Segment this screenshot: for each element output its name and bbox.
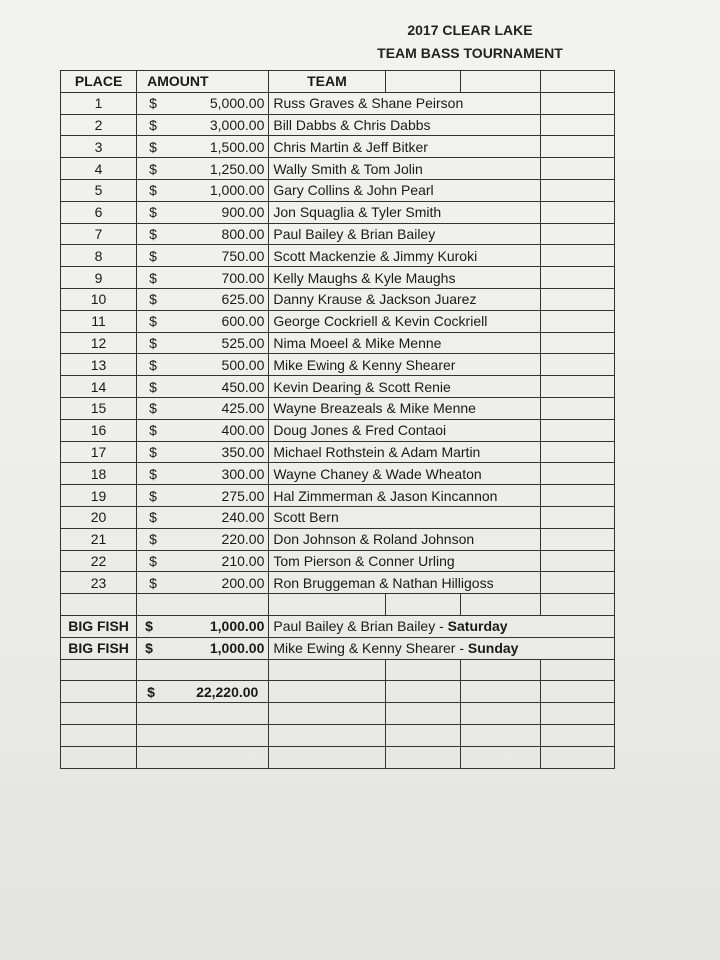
place-cell: 5 xyxy=(61,179,137,201)
blank-cell xyxy=(460,703,540,725)
table-row xyxy=(61,397,615,419)
currency-sign: $ xyxy=(149,465,157,482)
amount-wrap xyxy=(137,355,268,375)
amount-value: 1,000.00 xyxy=(209,640,265,657)
team-cell: Ron Bruggeman & Nathan Hilligoss xyxy=(269,572,540,594)
team-cell: Wayne Chaney & Wade Wheaton xyxy=(269,463,540,485)
amount-wrap xyxy=(137,486,268,506)
blank-cell xyxy=(137,746,269,768)
currency-sign: $ xyxy=(149,313,157,330)
team-cell: Hal Zimmerman & Jason Kincannon xyxy=(269,485,540,507)
amount-cell xyxy=(137,332,269,354)
place-cell: 14 xyxy=(61,376,137,398)
amount-wrap xyxy=(137,551,268,571)
currency-sign: $ xyxy=(149,247,157,264)
table-row xyxy=(61,179,615,201)
blank-cell xyxy=(540,528,614,550)
team-cell: George Cockriell & Kevin Cockriell xyxy=(269,310,540,332)
blank-cell xyxy=(269,724,385,746)
blank-cell xyxy=(269,659,385,681)
currency-sign: $ xyxy=(149,400,157,417)
place-cell: 12 xyxy=(61,332,137,354)
place-cell: 9 xyxy=(61,267,137,289)
table-row xyxy=(61,441,615,463)
table-row xyxy=(61,572,615,594)
blank-cell xyxy=(460,724,540,746)
blank-cell xyxy=(137,703,269,725)
amount-value: 1,000.00 xyxy=(209,618,265,635)
blank-cell xyxy=(540,288,614,310)
amount-cell xyxy=(137,506,269,528)
amount-value: 500.00 xyxy=(221,356,265,373)
amount-wrap xyxy=(137,507,268,527)
table-row xyxy=(61,245,615,267)
blank-cell xyxy=(540,310,614,332)
amount-cell xyxy=(137,310,269,332)
blank-row xyxy=(61,659,615,681)
blank-header-1 xyxy=(385,71,460,93)
place-cell: 13 xyxy=(61,354,137,376)
amount-value: 1,000.00 xyxy=(209,182,265,199)
blank-cell xyxy=(61,594,137,616)
team-cell: Scott Mackenzie & Jimmy Kuroki xyxy=(269,245,540,267)
currency-sign: $ xyxy=(149,95,157,112)
amount-wrap xyxy=(137,115,268,135)
place-cell: 8 xyxy=(61,245,137,267)
amount-value: 275.00 xyxy=(221,487,265,504)
team-cell: Tom Pierson & Conner Urling xyxy=(269,550,540,572)
blank-cell xyxy=(385,659,460,681)
table-row xyxy=(61,550,615,572)
blank-cell xyxy=(385,724,460,746)
table-row xyxy=(61,354,615,376)
title-line-1: 2017 CLEAR LAKE xyxy=(407,22,533,38)
place-cell: 19 xyxy=(61,485,137,507)
amount-wrap xyxy=(137,529,268,549)
payout-table xyxy=(60,70,615,769)
currency-sign: $ xyxy=(149,291,157,308)
amount-wrap xyxy=(137,333,268,353)
amount-wrap xyxy=(137,159,268,179)
currency-sign: $ xyxy=(149,487,157,504)
amount-cell xyxy=(137,376,269,398)
blank-cell xyxy=(385,703,460,725)
amount-cell xyxy=(137,485,269,507)
place-cell: 3 xyxy=(61,136,137,158)
currency-sign: $ xyxy=(149,116,157,133)
amount-header: AMOUNT xyxy=(137,71,269,93)
blank-cell xyxy=(540,376,614,398)
place-cell: 15 xyxy=(61,397,137,419)
currency-sign: $ xyxy=(149,509,157,526)
amount-value: 700.00 xyxy=(221,269,265,286)
big-fish-team: Mike Ewing & Kenny Shearer - xyxy=(273,640,468,657)
blank-cell xyxy=(269,681,385,703)
team-cell: Danny Krause & Jackson Juarez xyxy=(269,288,540,310)
blank-row xyxy=(61,746,615,768)
currency-sign: $ xyxy=(149,378,157,395)
blank-cell xyxy=(540,114,614,136)
team-cell: Michael Rothstein & Adam Martin xyxy=(269,441,540,463)
currency-sign: $ xyxy=(149,574,157,591)
amount-value: 400.00 xyxy=(221,422,265,439)
team-cell: Russ Graves & Shane Peirson xyxy=(269,92,540,114)
total-amount: 22,220.00 xyxy=(196,683,259,700)
amount-wrap xyxy=(137,573,268,593)
team-cell: Chris Martin & Jeff Bitker xyxy=(269,136,540,158)
amount-cell xyxy=(137,550,269,572)
amount-value: 425.00 xyxy=(221,400,265,417)
amount-value: 900.00 xyxy=(221,204,265,221)
table-row xyxy=(61,201,615,223)
amount-cell xyxy=(137,179,269,201)
big-fish-label: BIG FISH xyxy=(61,637,137,659)
amount-wrap xyxy=(137,311,268,331)
big-fish-team-cell xyxy=(269,615,615,637)
blank-cell xyxy=(540,550,614,572)
amount-wrap xyxy=(137,137,268,157)
blank-cell xyxy=(540,332,614,354)
amount-wrap xyxy=(137,638,268,658)
blank-cell xyxy=(540,703,614,725)
currency-sign: $ xyxy=(149,552,157,569)
amount-cell xyxy=(137,114,269,136)
big-fish-row xyxy=(61,637,615,659)
amount-wrap xyxy=(137,398,268,418)
place-header: PLACE xyxy=(61,71,137,93)
table-row xyxy=(61,376,615,398)
big-fish-day: Saturday xyxy=(447,618,508,635)
table-row xyxy=(61,332,615,354)
table-row xyxy=(61,114,615,136)
blank-header-3 xyxy=(540,71,614,93)
blank-cell xyxy=(540,463,614,485)
amount-cell xyxy=(137,267,269,289)
amount-wrap xyxy=(137,464,268,484)
team-cell: Jon Squaglia & Tyler Smith xyxy=(269,201,540,223)
amount-value: 300.00 xyxy=(221,465,265,482)
big-fish-amount-cell xyxy=(137,615,269,637)
amount-cell xyxy=(137,463,269,485)
table-row xyxy=(61,463,615,485)
amount-wrap xyxy=(137,420,268,440)
blank-cell xyxy=(385,594,460,616)
amount-cell xyxy=(137,201,269,223)
place-cell: 23 xyxy=(61,572,137,594)
blank-cell xyxy=(269,594,385,616)
currency-sign: $ xyxy=(149,422,157,439)
table-row xyxy=(61,419,615,441)
table-row xyxy=(61,267,615,289)
amount-value: 240.00 xyxy=(221,509,265,526)
team-cell: Wayne Breazeals & Mike Menne xyxy=(269,397,540,419)
blank-cell xyxy=(137,659,269,681)
amount-cell xyxy=(137,397,269,419)
big-fish-team-cell xyxy=(269,637,615,659)
blank-cell xyxy=(385,746,460,768)
table-row xyxy=(61,223,615,245)
amount-cell xyxy=(137,572,269,594)
amount-value: 200.00 xyxy=(221,574,265,591)
big-fish-row xyxy=(61,615,615,637)
place-cell: 1 xyxy=(61,92,137,114)
place-cell: 6 xyxy=(61,201,137,223)
amount-wrap xyxy=(137,268,268,288)
blank-cell xyxy=(540,681,614,703)
place-cell: 7 xyxy=(61,223,137,245)
place-cell: 21 xyxy=(61,528,137,550)
blank-header-2 xyxy=(460,71,540,93)
table-row xyxy=(61,92,615,114)
place-cell: 2 xyxy=(61,114,137,136)
team-cell: Gary Collins & John Pearl xyxy=(269,179,540,201)
blank-row xyxy=(61,594,615,616)
header-row xyxy=(61,71,615,93)
team-cell: Don Johnson & Roland Johnson xyxy=(269,528,540,550)
amount-value: 220.00 xyxy=(221,531,265,548)
currency-sign: $ xyxy=(149,182,157,199)
amount-value: 450.00 xyxy=(221,378,265,395)
amount-cell xyxy=(137,223,269,245)
blank-cell xyxy=(540,746,614,768)
big-fish-day: Sunday xyxy=(467,640,519,657)
currency-sign: $ xyxy=(149,225,157,242)
blank-cell xyxy=(540,572,614,594)
blank-cell xyxy=(460,681,540,703)
amount-wrap xyxy=(137,224,268,244)
amount-wrap xyxy=(137,377,268,397)
team-cell: Kevin Dearing & Scott Renie xyxy=(269,376,540,398)
table-row xyxy=(61,288,615,310)
blank-cell xyxy=(540,354,614,376)
amount-value: 350.00 xyxy=(221,443,265,460)
place-cell: 20 xyxy=(61,506,137,528)
team-header: TEAM xyxy=(269,71,385,93)
blank-cell xyxy=(460,594,540,616)
blank-cell xyxy=(61,724,137,746)
total-amount-cell xyxy=(137,681,269,703)
blank-cell xyxy=(540,441,614,463)
blank-cell xyxy=(540,594,614,616)
blank-cell xyxy=(540,419,614,441)
currency-sign: $ xyxy=(145,618,153,635)
team-cell: Bill Dabbs & Chris Dabbs xyxy=(269,114,540,136)
amount-wrap xyxy=(137,246,268,266)
blank-cell xyxy=(269,746,385,768)
place-cell: 11 xyxy=(61,310,137,332)
amount-value: 210.00 xyxy=(221,552,265,569)
blank-cell xyxy=(137,724,269,746)
blank-cell xyxy=(540,92,614,114)
amount-wrap xyxy=(137,93,268,113)
blank-row xyxy=(61,703,615,725)
title-line-2: TEAM BASS TOURNAMENT xyxy=(377,45,563,61)
blank-cell xyxy=(540,485,614,507)
currency-sign: $ xyxy=(149,160,157,177)
blank-row xyxy=(61,724,615,746)
big-fish-label: BIG FISH xyxy=(61,615,137,637)
team-cell: Paul Bailey & Brian Bailey xyxy=(269,223,540,245)
blank-cell xyxy=(540,724,614,746)
amount-cell xyxy=(137,419,269,441)
place-cell: 16 xyxy=(61,419,137,441)
blank-cell xyxy=(540,267,614,289)
currency-sign: $ xyxy=(149,334,157,351)
team-cell: Kelly Maughs & Kyle Maughs xyxy=(269,267,540,289)
blank-cell xyxy=(540,659,614,681)
place-cell: 10 xyxy=(61,288,137,310)
blank-cell xyxy=(540,223,614,245)
blank-cell xyxy=(61,746,137,768)
amount-cell xyxy=(137,158,269,180)
blank-cell xyxy=(61,703,137,725)
team-cell: Doug Jones & Fred Contaoi xyxy=(269,419,540,441)
place-cell: 18 xyxy=(61,463,137,485)
blank-cell xyxy=(385,681,460,703)
currency-sign: $ xyxy=(149,269,157,286)
blank-cell xyxy=(540,136,614,158)
team-cell: Wally Smith & Tom Jolin xyxy=(269,158,540,180)
amount-value: 5,000.00 xyxy=(209,95,265,112)
amount-value: 1,500.00 xyxy=(209,138,265,155)
currency-sign: $ xyxy=(147,683,155,700)
amount-wrap xyxy=(137,289,268,309)
amount-wrap xyxy=(137,616,268,636)
blank-cell xyxy=(61,659,137,681)
blank-cell xyxy=(540,179,614,201)
amount-cell xyxy=(137,245,269,267)
currency-sign: $ xyxy=(149,531,157,548)
blank-cell xyxy=(460,659,540,681)
amount-value: 525.00 xyxy=(221,334,265,351)
currency-sign: $ xyxy=(149,138,157,155)
amount-wrap xyxy=(137,180,268,200)
amount-cell xyxy=(137,528,269,550)
currency-sign: $ xyxy=(149,443,157,460)
blank-cell xyxy=(460,746,540,768)
amount-value: 3,000.00 xyxy=(209,116,265,133)
blank-cell xyxy=(61,681,137,703)
blank-cell xyxy=(540,397,614,419)
blank-cell xyxy=(540,506,614,528)
amount-cell xyxy=(137,92,269,114)
blank-cell xyxy=(540,158,614,180)
team-cell: Mike Ewing & Kenny Shearer xyxy=(269,354,540,376)
total-wrap xyxy=(137,682,268,702)
amount-wrap xyxy=(137,442,268,462)
table-row xyxy=(61,528,615,550)
total-row xyxy=(61,681,615,703)
big-fish-team: Paul Bailey & Brian Bailey - xyxy=(273,618,448,635)
place-cell: 22 xyxy=(61,550,137,572)
big-fish-amount-cell xyxy=(137,637,269,659)
amount-wrap xyxy=(137,202,268,222)
table-row xyxy=(61,310,615,332)
currency-sign: $ xyxy=(145,640,153,657)
currency-sign: $ xyxy=(149,356,157,373)
currency-sign: $ xyxy=(149,204,157,221)
blank-cell xyxy=(540,245,614,267)
blank-cell xyxy=(137,594,269,616)
amount-cell xyxy=(137,288,269,310)
place-cell: 17 xyxy=(61,441,137,463)
amount-value: 750.00 xyxy=(221,247,265,264)
blank-cell xyxy=(269,703,385,725)
amount-cell xyxy=(137,441,269,463)
table-row xyxy=(61,136,615,158)
amount-value: 800.00 xyxy=(221,225,265,242)
table-row xyxy=(61,506,615,528)
amount-value: 1,250.00 xyxy=(209,160,265,177)
table-row xyxy=(61,485,615,507)
amount-cell xyxy=(137,136,269,158)
team-cell: Scott Bern xyxy=(269,506,540,528)
place-cell: 4 xyxy=(61,158,137,180)
amount-cell xyxy=(137,354,269,376)
team-cell: Nima Moeel & Mike Menne xyxy=(269,332,540,354)
amount-value: 625.00 xyxy=(221,291,265,308)
amount-value: 600.00 xyxy=(221,313,265,330)
blank-cell xyxy=(540,201,614,223)
table-row xyxy=(61,158,615,180)
